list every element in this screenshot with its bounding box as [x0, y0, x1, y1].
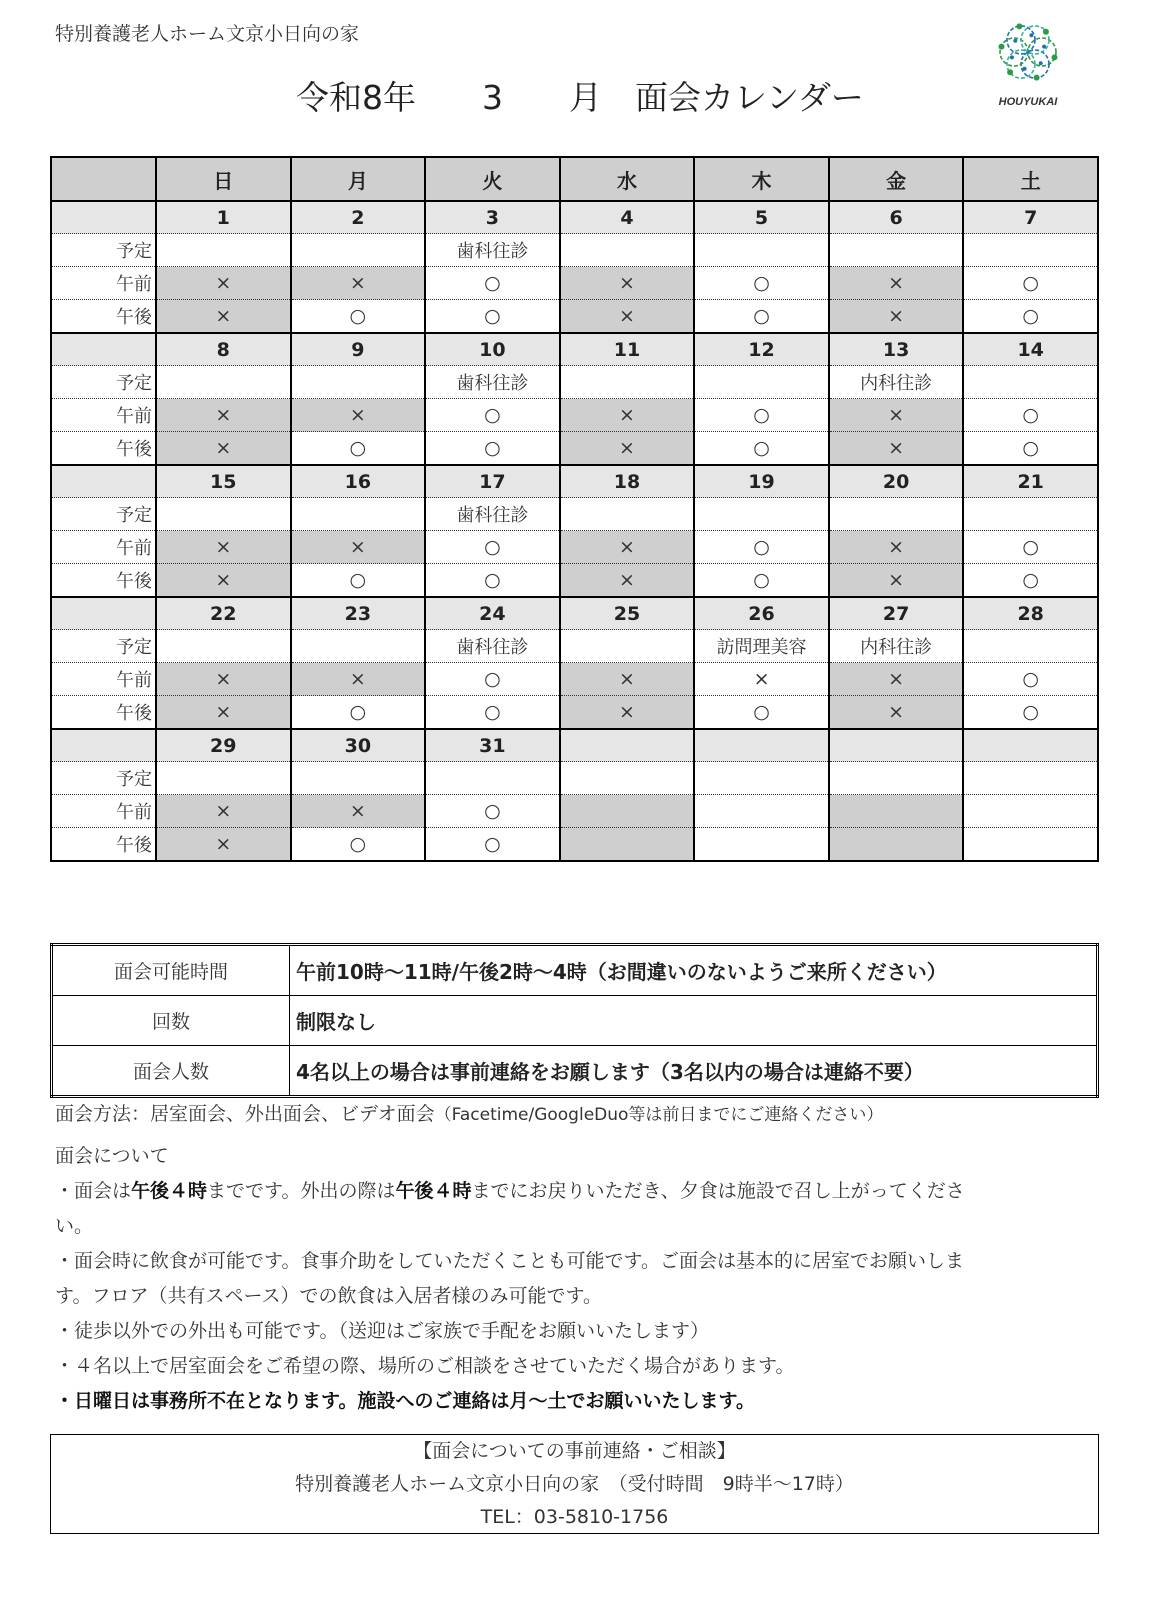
row-label: 予定: [51, 234, 156, 267]
day-number: 23: [291, 597, 426, 630]
pm-availability-cell: [694, 828, 829, 862]
day-number: 9: [291, 333, 426, 366]
note-1-cont: い。: [55, 1215, 94, 1237]
row-label: 午後: [51, 828, 156, 862]
am-availability-cell: ×: [560, 663, 695, 696]
pm-availability-cell: ×: [156, 828, 291, 862]
day-number: 3: [425, 201, 560, 234]
row-label: 予定: [51, 366, 156, 399]
logo-dot: [999, 44, 1005, 50]
schedule-cell: [560, 234, 695, 267]
pm-availability-cell: ○: [425, 828, 560, 862]
day-number: 24: [425, 597, 560, 630]
schedule-cell: [963, 234, 1098, 267]
day-number: 25: [560, 597, 695, 630]
weekday-header: 月: [291, 157, 426, 201]
pm-availability-cell: [829, 828, 964, 862]
am-availability-cell: ○: [694, 531, 829, 564]
logo-dot: [1007, 69, 1013, 75]
schedule-cell: 歯科往診: [425, 234, 560, 267]
row-label: 予定: [51, 762, 156, 795]
logo-dot: [1016, 23, 1022, 29]
day-number: 17: [425, 465, 560, 498]
pm-availability-cell: ×: [829, 300, 964, 334]
pm-row: [51, 828, 1098, 862]
am-availability-cell: ×: [829, 267, 964, 300]
schedule-cell: 訪問理美容: [694, 630, 829, 663]
schedule-row: [51, 498, 1098, 531]
schedule-cell: [694, 366, 829, 399]
schedule-cell: [560, 366, 695, 399]
am-availability-cell: ○: [963, 663, 1098, 696]
day-number: 5: [694, 201, 829, 234]
schedule-row: [51, 366, 1098, 399]
am-availability-cell: ×: [560, 531, 695, 564]
schedule-cell: [156, 234, 291, 267]
contact-line: 特別養護老人ホーム文京小日向の家 （受付時間 9時半～17時）: [295, 1473, 854, 1495]
facility-name: 特別養護老人ホーム文京小日向の家: [55, 23, 360, 45]
am-availability-cell: ×: [156, 531, 291, 564]
day-number: 13: [829, 333, 964, 366]
day-number: 19: [694, 465, 829, 498]
day-number: 20: [829, 465, 964, 498]
day-number: 30: [291, 729, 426, 762]
logo-dot: [1039, 61, 1043, 65]
schedule-cell: [694, 762, 829, 795]
info-row: [52, 945, 1098, 996]
note-text: までにお戻りいただき、夕食は施設で召し上がってくださ: [471, 1180, 965, 1202]
row-label: 午後: [51, 564, 156, 598]
contact-tel[interactable]: TEL：03-5810-1756: [480, 1506, 669, 1528]
am-availability-cell: ×: [156, 399, 291, 432]
am-availability-cell: ×: [829, 663, 964, 696]
weekday-header: 金: [829, 157, 964, 201]
schedule-cell: [291, 366, 426, 399]
schedule-cell: 歯科往診: [425, 630, 560, 663]
pm-availability-cell: ×: [829, 696, 964, 730]
contact-heading: 【面会についての事前連絡・ご相談】: [413, 1440, 736, 1462]
day-number: 22: [156, 597, 291, 630]
weekday-header: 木: [694, 157, 829, 201]
schedule-cell: [291, 234, 426, 267]
pm-availability-cell: ○: [963, 564, 1098, 598]
pm-availability-cell: ○: [963, 432, 1098, 466]
date-row: [51, 597, 1098, 630]
pm-row: [51, 564, 1098, 598]
am-row: [51, 399, 1098, 432]
schedule-cell: [694, 498, 829, 531]
am-availability-cell: [829, 795, 964, 828]
day-number: 8: [156, 333, 291, 366]
row-label: [51, 465, 156, 498]
logo-dot: [1029, 33, 1033, 37]
day-number: [829, 729, 964, 762]
schedule-cell: [560, 630, 695, 663]
schedule-cell: [829, 762, 964, 795]
note-5: ・日曜日は事務所不在となります。施設へのご連絡は月～土でお願いいたします。: [55, 1390, 755, 1412]
pm-availability-cell: [560, 828, 695, 862]
am-availability-cell: [560, 795, 695, 828]
pm-availability-cell: ○: [291, 432, 426, 466]
row-label: [51, 333, 156, 366]
pm-availability-cell: ○: [694, 564, 829, 598]
am-availability-cell: [694, 795, 829, 828]
pm-availability-cell: ○: [425, 300, 560, 334]
pm-availability-cell: ○: [694, 300, 829, 334]
pm-availability-cell: ○: [694, 696, 829, 730]
am-availability-cell: ×: [156, 795, 291, 828]
day-number: 10: [425, 333, 560, 366]
schedule-row: [51, 234, 1098, 267]
pm-availability-cell: ○: [291, 696, 426, 730]
am-availability-cell: [963, 795, 1098, 828]
am-availability-cell: ×: [560, 267, 695, 300]
about-heading: 面会について: [55, 1145, 169, 1167]
corner-cell: [51, 157, 156, 201]
pm-availability-cell: ×: [156, 564, 291, 598]
am-availability-cell: ○: [963, 531, 1098, 564]
am-availability-cell: ○: [425, 795, 560, 828]
row-label: 午前: [51, 267, 156, 300]
day-number: 12: [694, 333, 829, 366]
row-label: [51, 729, 156, 762]
pm-availability-cell: [963, 828, 1098, 862]
row-label: 予定: [51, 630, 156, 663]
schedule-row: [51, 762, 1098, 795]
note-1: [55, 1176, 965, 1203]
am-availability-cell: ×: [560, 399, 695, 432]
note-2: ・面会時に飲食が可能です。食事介助をしていただくことも可能です。ご面会は基本的に居室でお願いしま: [55, 1250, 964, 1272]
schedule-cell: [694, 234, 829, 267]
day-number: 11: [560, 333, 695, 366]
row-label: [51, 597, 156, 630]
am-availability-cell: ×: [291, 663, 426, 696]
am-availability-cell: ×: [291, 399, 426, 432]
am-availability-cell: ○: [425, 399, 560, 432]
pm-availability-cell: ○: [291, 300, 426, 334]
schedule-cell: [963, 498, 1098, 531]
schedule-cell: 内科往診: [829, 630, 964, 663]
am-availability-cell: ×: [291, 531, 426, 564]
pm-availability-cell: ×: [156, 696, 291, 730]
visit-method: [55, 1099, 883, 1126]
am-availability-cell: ×: [291, 795, 426, 828]
am-availability-cell: ○: [425, 663, 560, 696]
weekday-header: 火: [425, 157, 560, 201]
am-availability-cell: ○: [963, 399, 1098, 432]
note-4: ・４名以上で居室面会をご希望の際、場所のご相談をさせていただく場合があります。: [55, 1355, 795, 1377]
page-title: 令和8年 3 月 面会カレンダー: [296, 78, 864, 117]
day-number: 2: [291, 201, 426, 234]
note-2-cont: す。フロア（共有スペース）での飲食は入居者様のみ可能です。: [55, 1285, 603, 1307]
day-number: 31: [425, 729, 560, 762]
note-text: までです。外出の際は: [207, 1180, 396, 1202]
pm-availability-cell: ○: [425, 696, 560, 730]
day-number: 6: [829, 201, 964, 234]
schedule-cell: [156, 762, 291, 795]
am-availability-cell: ○: [425, 531, 560, 564]
am-availability-cell: ×: [156, 663, 291, 696]
day-number: [694, 729, 829, 762]
info-key: 面会可能時間: [52, 945, 290, 996]
schedule-row: [51, 630, 1098, 663]
day-number: 28: [963, 597, 1098, 630]
day-number: 4: [560, 201, 695, 234]
logo-dot: [1042, 45, 1046, 49]
row-label: 午前: [51, 795, 156, 828]
am-availability-cell: ○: [694, 267, 829, 300]
day-number: 16: [291, 465, 426, 498]
day-number: 29: [156, 729, 291, 762]
schedule-cell: [963, 762, 1098, 795]
am-availability-cell: ×: [156, 267, 291, 300]
am-availability-cell: ○: [694, 399, 829, 432]
weekday-header: 水: [560, 157, 695, 201]
pm-availability-cell: ○: [694, 432, 829, 466]
date-row: [51, 729, 1098, 762]
schedule-cell: 歯科往診: [425, 498, 560, 531]
pm-row: [51, 696, 1098, 730]
date-row: [51, 333, 1098, 366]
am-row: [51, 531, 1098, 564]
am-row: [51, 267, 1098, 300]
pm-row: [51, 300, 1098, 334]
am-availability-cell: ×: [694, 663, 829, 696]
schedule-cell: [291, 498, 426, 531]
logo-dot: [1052, 54, 1058, 60]
logo-dot: [1043, 29, 1049, 35]
schedule-cell: [963, 630, 1098, 663]
row-label: 予定: [51, 498, 156, 531]
day-number: 14: [963, 333, 1098, 366]
logo-dot: [1034, 75, 1040, 81]
row-label: 午後: [51, 432, 156, 466]
day-number: 1: [156, 201, 291, 234]
schedule-cell: [156, 498, 291, 531]
date-row: [51, 201, 1098, 234]
pm-availability-cell: ○: [963, 300, 1098, 334]
am-availability-cell: ×: [829, 399, 964, 432]
schedule-cell: [963, 366, 1098, 399]
info-key: 回数: [52, 996, 290, 1046]
weekday-header: 日: [156, 157, 291, 201]
am-availability-cell: ○: [425, 267, 560, 300]
schedule-cell: [425, 762, 560, 795]
pm-availability-cell: ○: [291, 564, 426, 598]
schedule-cell: [156, 630, 291, 663]
info-value: 制限なし: [290, 996, 1098, 1046]
houyukai-logo: [990, 12, 1066, 112]
day-number: 15: [156, 465, 291, 498]
note-bold: 午後４時: [131, 1180, 208, 1202]
visit-info-table: [50, 943, 1099, 1098]
weekday-header: 土: [963, 157, 1098, 201]
info-value: 4名以上の場合は事前連絡をお願します（3名以内の場合は連絡不要）: [290, 1046, 1098, 1097]
row-label: 午前: [51, 399, 156, 432]
am-availability-cell: ○: [963, 267, 1098, 300]
contact-box: [50, 1434, 1099, 1534]
schedule-cell: [829, 234, 964, 267]
row-label: 午前: [51, 531, 156, 564]
pm-availability-cell: ×: [829, 564, 964, 598]
note-3: ・徒歩以外での外出も可能です。（送迎はご家族で手配をお願いいたします）: [55, 1320, 709, 1342]
schedule-cell: [291, 762, 426, 795]
logo-dot: [1013, 39, 1017, 43]
schedule-cell: [829, 498, 964, 531]
info-value: 午前10時～11時/午後2時～4時（お間違いのないようご来所ください）: [290, 945, 1098, 996]
day-number: [963, 729, 1098, 762]
schedule-cell: [560, 762, 695, 795]
visit-method-sub: （Facetime/GoogleDuo等は前日までにご連絡ください）: [434, 1105, 884, 1125]
row-label: 午前: [51, 663, 156, 696]
schedule-cell: 内科往診: [829, 366, 964, 399]
day-number: 21: [963, 465, 1098, 498]
info-row: [52, 1046, 1098, 1097]
pm-availability-cell: ×: [156, 432, 291, 466]
pm-availability-cell: ○: [425, 564, 560, 598]
weekday-header-row: [51, 157, 1098, 201]
schedule-cell: 歯科往診: [425, 366, 560, 399]
day-number: 18: [560, 465, 695, 498]
info-row: [52, 996, 1098, 1046]
schedule-cell: [156, 366, 291, 399]
schedule-cell: [560, 498, 695, 531]
note-text: ・面会は: [55, 1180, 132, 1202]
logo-dot: [1023, 67, 1027, 71]
visit-calendar: [50, 156, 1099, 862]
pm-availability-cell: ×: [829, 432, 964, 466]
pm-availability-cell: ○: [291, 828, 426, 862]
logo-flower-icon: [990, 12, 1066, 92]
schedule-cell: [291, 630, 426, 663]
visit-method-main: 面会方法：居室面会、外出面会、ビデオ面会: [55, 1103, 435, 1125]
day-number: 27: [829, 597, 964, 630]
pm-availability-cell: ×: [560, 300, 695, 334]
am-row: [51, 795, 1098, 828]
pm-availability-cell: ×: [560, 564, 695, 598]
row-label: 午後: [51, 300, 156, 334]
day-number: 26: [694, 597, 829, 630]
row-label: 午後: [51, 696, 156, 730]
day-number: [560, 729, 695, 762]
day-number: 7: [963, 201, 1098, 234]
logo-text: HOUYUKAI: [998, 96, 1058, 108]
pm-availability-cell: ×: [560, 432, 695, 466]
date-row: [51, 465, 1098, 498]
pm-availability-cell: ○: [963, 696, 1098, 730]
row-label: [51, 201, 156, 234]
am-row: [51, 663, 1098, 696]
am-availability-cell: ×: [829, 531, 964, 564]
am-availability-cell: ×: [291, 267, 426, 300]
pm-availability-cell: ×: [560, 696, 695, 730]
info-key: 面会人数: [52, 1046, 290, 1097]
pm-availability-cell: ×: [156, 300, 291, 334]
note-bold: 午後４時: [395, 1180, 472, 1202]
pm-row: [51, 432, 1098, 466]
pm-availability-cell: ○: [425, 432, 560, 466]
logo-dot: [1010, 55, 1014, 59]
